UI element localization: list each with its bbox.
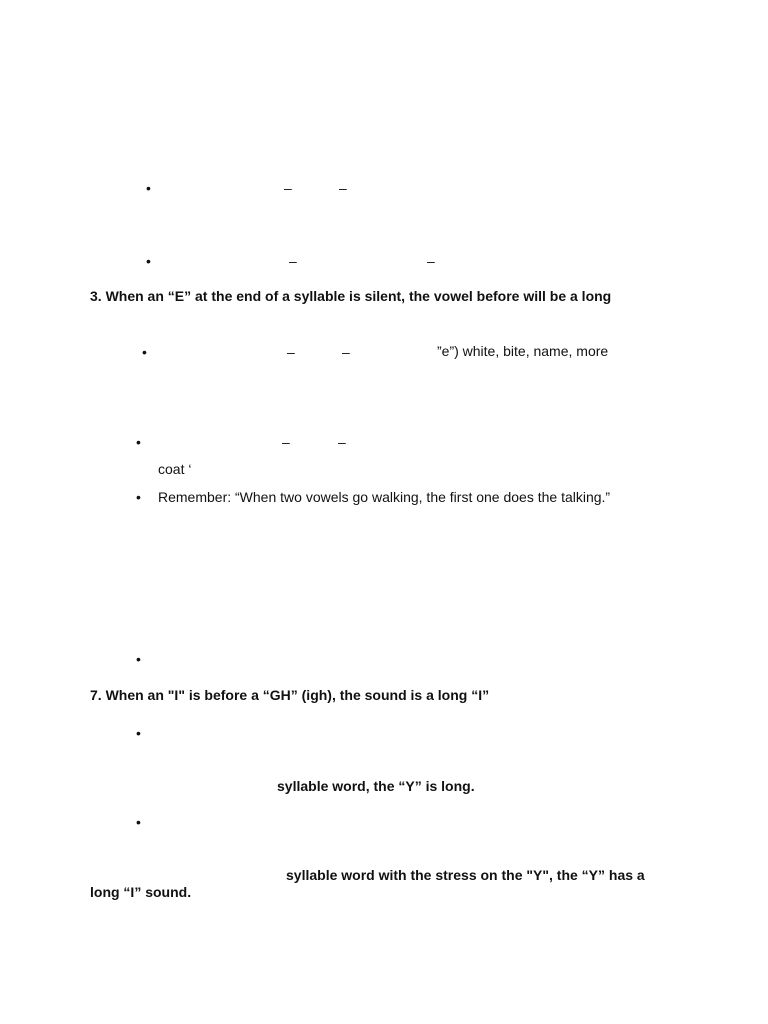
dash-separator: – [338,434,346,450]
bullet-marker: • [136,725,141,741]
dash-separator: – [289,253,297,269]
coat-fragment: coat ‘ [158,461,192,477]
y-long-fragment: syllable word, the “Y” is long. [277,778,475,794]
bullet-marker: • [136,434,141,450]
remember-rule-text: Remember: “When two vowels go walking, the first one does the talking.” [158,489,611,505]
dash-separator: – [342,344,350,360]
dash-separator: – [282,434,290,450]
y-stress-fragment: syllable word with the stress on the "Y", the “Y” has a [286,867,645,883]
dash-separator: – [284,180,292,196]
rule-3-heading: 3. When an “E” at the end of a syllable is silent, the vowel before will be a long [90,288,612,304]
long-i-sound-text: long “I” sound. [90,884,192,900]
dash-separator: – [339,180,347,196]
bullet-marker: • [136,814,141,830]
bullet-marker: • [136,651,141,667]
bullet-marker: • [142,344,147,360]
rule-7-heading: 7. When an "I" is before a “GH” (igh), the sound is a long “I” [90,687,490,703]
bullet-marker: • [146,180,151,196]
bullet-marker: • [146,253,151,269]
rule-3-example-words: ”e”) white, bite, name, more [437,343,609,359]
dash-separator: – [287,344,295,360]
dash-separator: – [427,253,435,269]
bullet-marker: • [136,489,141,505]
